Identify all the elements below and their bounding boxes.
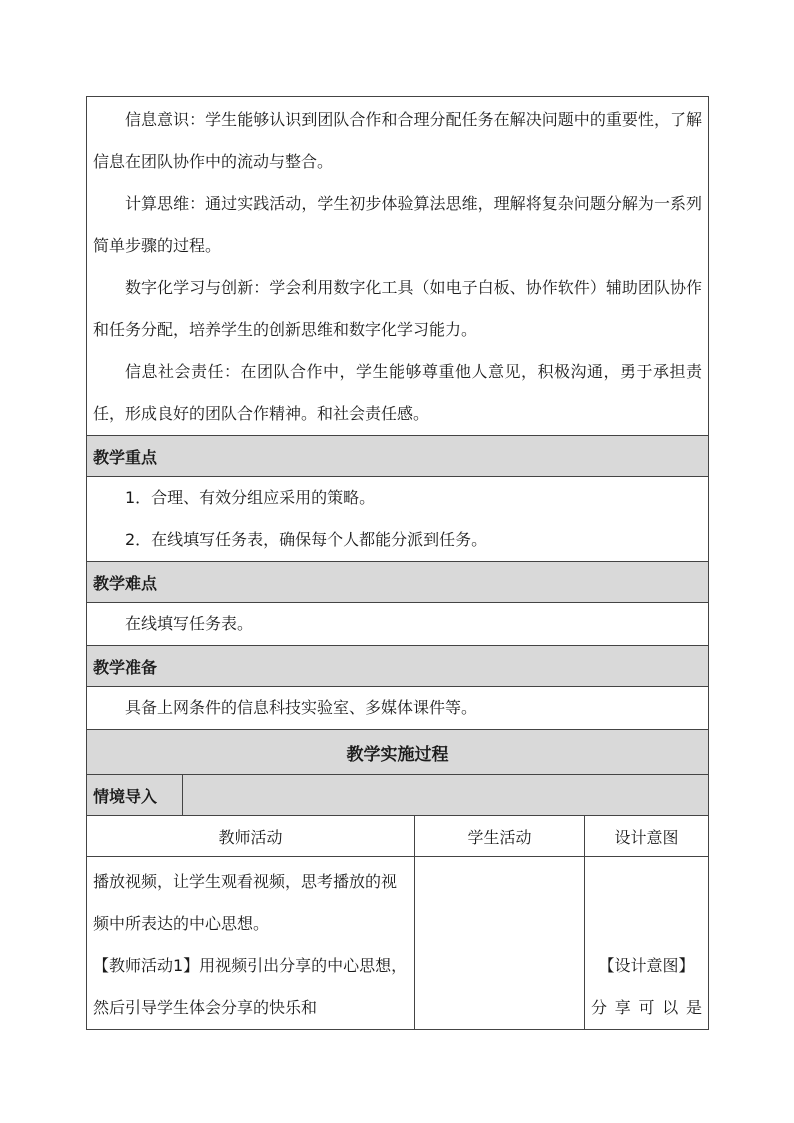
design-intent-label: 【设计意图】 [598,956,695,975]
activity-row [87,857,709,1030]
process-header-row [87,730,709,775]
teacher-activity-text: 【教师活动1】用视频引出分享的中心思想，然后引导学生体会分享的快乐和 [93,956,408,1017]
objectives-row [87,97,709,436]
objective-computational-thinking: 计算思维：通过实践活动，学生初步体验算法思维，理解将复杂问题分解为一系列简单步骤的过程。 [93,194,703,255]
key-point-item: 2．在线填写任务表，确保每个人都能分派到任务。 [125,530,488,549]
design-intent-cell [585,857,709,1030]
preparation-heading: 教学准备 [87,646,709,687]
lesson-plan-table [86,96,709,1030]
preparation-row [87,687,709,730]
column-teacher-activity: 教师活动 [87,816,415,857]
objective-social-responsibility: 信息社会责任：在团队合作中，学生能够尊重他人意见，积极沟通，勇于承担责任，形成良好的团队合作精神。和社会责任感。 [93,362,703,423]
stage-blank [183,775,709,816]
objective-info-awareness: 信息意识：学生能够认识到团队合作和合理分配任务在解决问题中的重要性，了解信息在团队协作中的流动与整合。 [93,110,703,171]
column-header-row [87,816,709,857]
key-point-item: 1．合理、有效分组应采用的策略。 [125,488,376,507]
objective-digital-learning: 数字化学习与创新：学会利用数字化工具（如电子白板、协作软件）辅助团队协作和任务分配，培养学生的创新思维和数字化学习能力。 [93,278,703,339]
difficulties-header-row [87,562,709,603]
difficulties-text: 在线填写任务表。 [125,614,254,633]
student-activity-cell [415,857,585,1030]
stage-row [87,775,709,816]
stage-label: 情境导入 [87,775,183,816]
key-points-cell [87,477,709,562]
preparation-cell [87,687,709,730]
key-points-row [87,477,709,562]
key-points-heading: 教学重点 [87,436,709,477]
difficulties-cell [87,603,709,646]
objectives-cell [87,97,709,436]
preparation-text: 具备上网条件的信息科技实验室、多媒体课件等。 [125,698,478,717]
column-design-intent: 设计意图 [585,816,709,857]
process-heading: 教学实施过程 [87,730,709,775]
preparation-header-row [87,646,709,687]
key-points-header-row [87,436,709,477]
difficulties-row [87,603,709,646]
difficulties-heading: 教学难点 [87,562,709,603]
teacher-activity-cell [87,857,415,1030]
design-intent-text: 分享可以是 [591,998,703,1017]
column-student-activity: 学生活动 [415,816,585,857]
teacher-activity-text: 播放视频，让学生观看视频，思考播放的视频中所表达的中心思想。 [93,872,398,933]
